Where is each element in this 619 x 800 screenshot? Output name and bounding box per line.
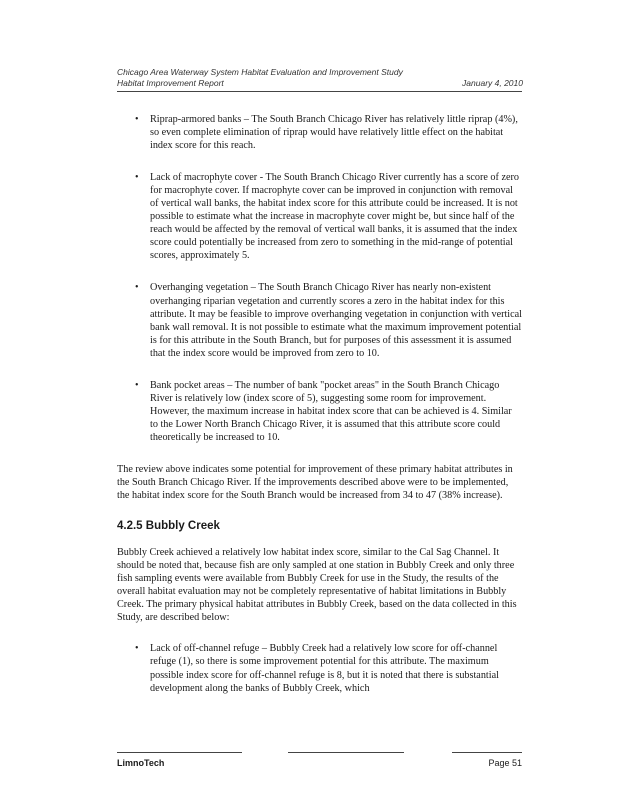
bubbly-creek-paragraph: Bubbly Creek achieved a relatively low habitat index score, similar to the Cal Sag Channel. It should be noted that, because fish are only sampled at one station in Bubbly Creek and only three fish sampling events were available from Bubbly Creek for use in the Study, the results of the overall habitat evaluation may not be completely representative of habitat limitations in Bubbly Creek. The primary physical habitat attributes in Bubbly Creek, based on the data collected in this Study, are described below: <box>117 547 517 624</box>
bullet-list-bubbly-creek <box>117 642 522 694</box>
bullet-icon: • <box>135 114 139 125</box>
footer-divider-center <box>288 752 404 753</box>
list-item-text: Lack of macrophyte cover - The South Branch Chicago River currently has a score of zero for macrophyte cover. If macrophyte cover can be improved in conjunction with removal of vertical wall banks, the habitat index score for this attribute could be increased. It is not possible to estimate what the increase in macrophyte cover might be, but since half of the reach would be affected by the removal of vertical wall banks, it is assumed that the index score could potentially be increased from zero to something in the mid-range of potential scores, approximately 5. <box>150 172 519 262</box>
page-header-titles <box>117 67 403 89</box>
bullet-icon: • <box>135 172 139 184</box>
bullet-icon: • <box>135 643 139 655</box>
footer-company: LimnoTech <box>117 758 165 768</box>
body-content <box>117 113 522 714</box>
footer-divider-left <box>117 752 242 753</box>
list-item <box>117 171 522 262</box>
list-item <box>117 642 522 694</box>
study-title: Chicago Area Waterway System Habitat Evaluation and Improvement Study <box>117 67 403 77</box>
list-item-text: Lack of off-channel refuge – Bubbly Creek had a relatively low score for off-channel refuge (1), so there is some improvement potential for this attribute. The maximum possible index score for off-channel refuge is 8, but it is noted that there is substantial development along the banks of Bubbly Creek, which <box>150 643 499 694</box>
report-date: January 4, 2010 <box>462 78 523 88</box>
list-item-text: Overhanging vegetation – The South Branch Chicago River has nearly non-existent overhanging riparian vegetation and currently scores a zero in the habitat index for this attribute. It may be feasible to improve overhanging vegetation in conjunction with vertical bank wall removal. It is not possible to estimate what the maximum improvement potential is for this attribute in the South Branch, but for purposes of this assessment it is assumed that the index score would be improved from zero to 10. <box>150 282 523 359</box>
list-item-text: Riprap-armored banks – The South Branch Chicago River has relatively little riprap (4%), so even complete elimination of riprap would have relatively little effect on the habitat index score for this reach. <box>150 114 518 152</box>
list-item <box>117 379 522 444</box>
bullet-list-south-branch <box>117 113 522 444</box>
list-item-text: Bank pocket areas – The number of bank "pocket areas" in the South Branch Chicago River is relatively low (index score of 5), suggesting some room for improvement. However, the maximum increase in habitat index score that can be achieved is 4. Similar to the Lower North Branch Chicago River, it is assumed that this attribute score could theoretically be increased to 10. <box>150 379 512 443</box>
list-item <box>117 281 522 359</box>
bullet-icon: • <box>135 282 139 294</box>
report-title: Habitat Improvement Report <box>117 78 224 88</box>
header-divider <box>117 91 522 92</box>
summary-paragraph: The review above indicates some potential for improvement of these primary habitat attributes in the South Branch Chicago River. If the improvements described above were to be implemented, the habitat index score for the South Branch would be increased from 34 to 47 (38% increase). <box>117 463 513 502</box>
bullet-icon: • <box>135 379 139 391</box>
footer-page-number: Page 51 <box>488 758 522 768</box>
footer-divider-right <box>452 752 522 753</box>
section-heading: 4.2.5 Bubbly Creek <box>117 520 220 533</box>
list-item <box>117 113 522 152</box>
